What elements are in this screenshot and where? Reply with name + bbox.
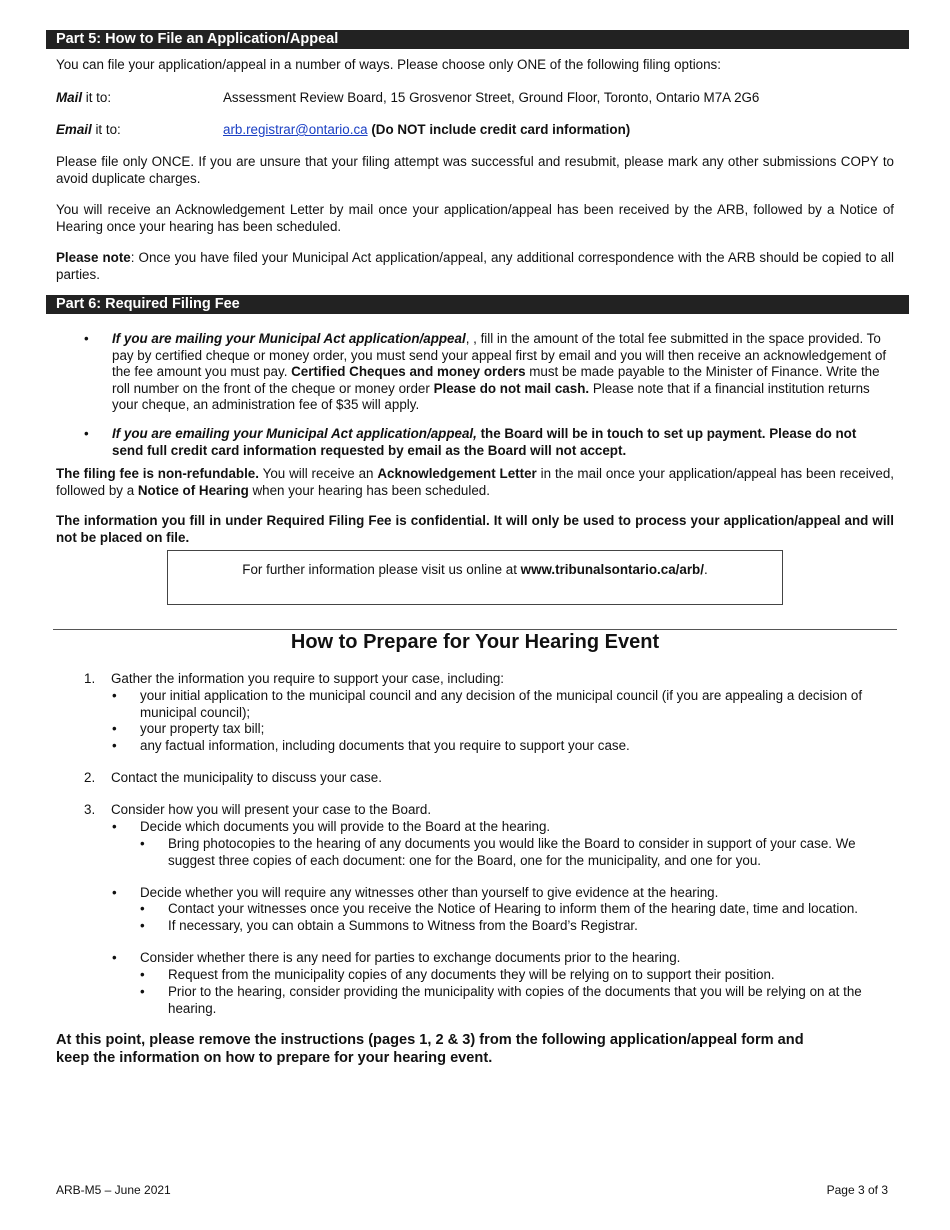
part5-intro: You can file your application/appeal in a number of ways. Please choose only ONE of the following filing options:: [56, 57, 721, 72]
tribunals-url[interactable]: www.tribunalsontario.ca/arb/: [520, 562, 704, 577]
email-link[interactable]: arb.registrar@ontario.ca: [223, 122, 368, 137]
mailing-fee-bullet: • If you are mailing your Municipal Act application/appeal, , fill in the amount of the total fee submitted in the space provided. To pay by certified cheque or money order, you must send your appeal first by email and you will then receive an acknowledgement of the fee amount you must pay. Certified Cheques and money orders must be made payable to the Minister of Finance. Write the roll number on the front of the cheque or money order Please do not mail cash. Please note that if a financial institution returns your cheque, an administration fee of $35 will apply.: [84, 331, 890, 414]
emailing-fee-bullet: • If you are emailing your Municipal Act application/appeal, the Board will be in touch to set up payment. Please do not send full credit card information requested by email as the Board will not accept.: [84, 426, 890, 459]
step-3-bullet-a: • Decide which documents you will provide to the Board at the hearing.: [112, 819, 551, 834]
email-row: [223, 122, 630, 139]
page-number: Page 3 of 3: [826, 1183, 888, 1197]
step-3-text: Consider how you will present your case to the Board.: [111, 802, 432, 817]
mail-address: Assessment Review Board, 15 Grosvenor Street, Ground Floor, Toronto, Ontario M7A 2G6: [223, 90, 760, 105]
step-3-number: 3.: [84, 802, 96, 817]
step-1-number: 1.: [84, 671, 96, 686]
mail-label: Mail it to:: [56, 90, 112, 105]
confidential-paragraph: The information you fill in under Required Filing Fee is confidential. It will only be used to process your application/appeal and will not be placed on file.: [56, 513, 894, 545]
part5-header: Part 5: How to File an Application/Appeal: [46, 30, 909, 49]
step-1-bullet-c: • any factual information, including documents that you require to support your case.: [112, 738, 630, 753]
step-3-bullet-c: • Consider whether there is any need for parties to exchange documents prior to the hearing.: [112, 950, 681, 965]
acknowledgement-paragraph: You will receive an Acknowledgement Letter by mail once your application/appeal has been received by the ARB, followed by a Notice of Hearing once your hearing has been scheduled.: [56, 202, 894, 234]
please-note-paragraph: Please note: Once you have filed your Municipal Act application/appeal, any additional correspondence with the ARB should be copied to all parties.: [56, 250, 894, 282]
part6-header: Part 6: Required Filing Fee: [46, 295, 909, 314]
step-2-text: Contact the municipality to discuss your case.: [111, 770, 382, 785]
file-once-paragraph: Please file only ONCE. If you are unsure that your filing attempt was successful and resubmit, please mark any other submissions COPY to avoid duplicate charges.: [56, 154, 894, 186]
step-3-bullet-c2: • Prior to the hearing, consider providing the municipality with copies of the documents that you will be relying on at the hearing.: [140, 984, 862, 1016]
step-2-number: 2.: [84, 770, 96, 785]
info-box: For further information please visit us online at www.tribunalsontario.ca/arb/.: [167, 550, 783, 605]
form-id: ARB-M5 – June 2021: [56, 1183, 171, 1197]
fee-bullet-list: [84, 331, 890, 414]
step-3-bullet-c1: • Request from the municipality copies of any documents they will be relying on to support their position.: [140, 967, 775, 982]
step-1-bullet-a: • your initial application to the municipal council and any decision of the municipal council (if you are appealing a decision of municipal council);: [112, 688, 863, 720]
email-label: Email it to:: [56, 122, 121, 137]
closing-instruction: At this point, please remove the instructions (pages 1, 2 & 3) from the following application/appeal form and keep the information on how to prepare for your hearing event.: [56, 1032, 804, 1066]
fee-bullet-list-2: [84, 426, 890, 459]
prepare-title: How to Prepare for Your Hearing Event: [290, 631, 660, 653]
step-3-bullet-b1: • Contact your witnesses once you receive the Notice of Hearing to inform them of the hearing date, time and location.: [140, 901, 858, 916]
email-warning: (Do NOT include credit card information): [367, 122, 631, 137]
step-1-text: Gather the information you require to support your case, including:: [111, 671, 505, 686]
step-1-bullet-b: • your property tax bill;: [112, 721, 265, 736]
step-3-bullet-b: • Decide whether you will require any witnesses other than yourself to give evidence at the hearing.: [112, 885, 719, 900]
non-refundable-paragraph: The filing fee is non-refundable. You will receive an Acknowledgement Letter in the mail once your application/appeal has been received, followed by a Notice of Hearing when your hearing has been scheduled.: [56, 466, 894, 498]
step-3-bullet-a1: • Bring photocopies to the hearing of any documents you would like the Board to consider in support of your case. We suggest three copies of each document: one for the Board, one for the municipality, and one for you.: [140, 836, 856, 868]
step-3-bullet-b2: • If necessary, you can obtain a Summons to Witness from the Board’s Registrar.: [140, 918, 638, 933]
